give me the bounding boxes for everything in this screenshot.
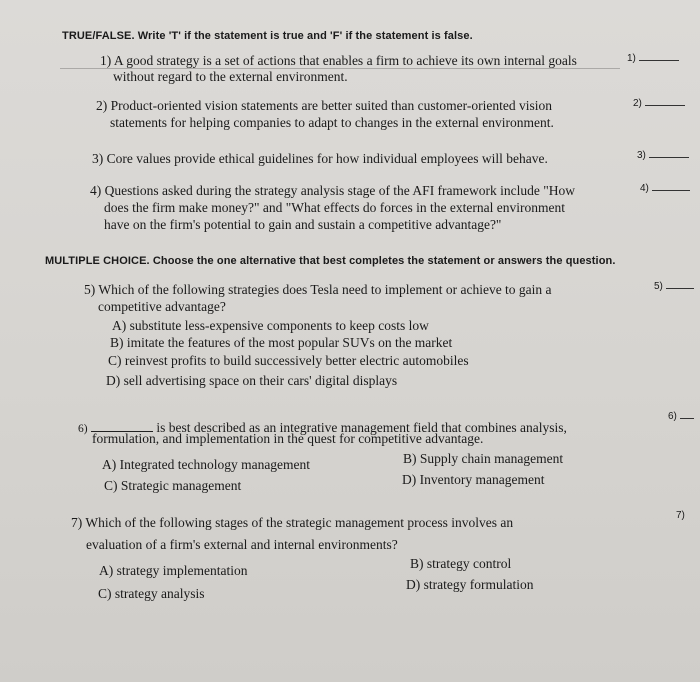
answer-slot-3[interactable] [637, 148, 689, 161]
q5-option-b[interactable]: B) imitate the features of the most popular SUVs on the market [110, 335, 453, 350]
tf-question-2-line2: statements for helping companies to adapt to changes in the external environment. [110, 115, 554, 130]
mc-question-5-line2: competitive advantage? [98, 299, 226, 314]
q7-option-d[interactable]: D) strategy formulation [406, 577, 534, 592]
answer-label-3: 3) [637, 150, 646, 161]
tf-question-1-line2: without regard to the external environment. [113, 69, 348, 84]
answer-label-2: 2) [633, 98, 642, 109]
answer-slot-5[interactable] [654, 279, 694, 292]
mc-question-5-line1: 5) Which of the following strategies does Tesla need to implement or achieve to gain a [84, 282, 552, 297]
answer-slot-1[interactable] [627, 51, 679, 64]
tf-header: TRUE/FALSE. Write 'T' if the statement is true and 'F' if the statement is false. [62, 30, 473, 42]
q6-option-d[interactable]: D) Inventory management [402, 472, 545, 487]
tf-question-4-line1: 4) Questions asked during the strategy analysis stage of the AFI framework include "How [90, 183, 576, 198]
q6-option-b[interactable]: B) Supply chain management [403, 451, 564, 466]
q5-option-a[interactable]: A) substitute less-expensive components to keep costs low [112, 318, 429, 333]
mc-question-7-line2: evaluation of a firm's external and internal environments? [86, 537, 398, 552]
mc-header: MULTIPLE CHOICE. Choose the one alternative that best completes the statement or answers the question. [45, 255, 616, 267]
answer-slot-4[interactable] [640, 181, 690, 194]
answer-label-5: 5) [654, 281, 663, 292]
q6-text: is best described as an integrative management field that combines analysis, [156, 420, 567, 435]
mc-question-6-line2: formulation, and implementation in the quest for competitive advantage. [92, 431, 484, 446]
tf-question-1-line1: 1) A good strategy is a set of actions that enables a firm to achieve its own internal goals [100, 53, 577, 68]
q7-option-c[interactable]: C) strategy analysis [98, 586, 205, 601]
answer-slot-2[interactable] [633, 96, 685, 109]
answer-slot-6[interactable] [668, 409, 694, 422]
tf-question-2-line1: 2) Product-oriented vision statements are better suited than customer-oriented vision [96, 98, 552, 113]
tf-question-4-line3: have on the firm's potential to gain and sustain a competitive advantage?" [104, 217, 502, 232]
q6-option-a[interactable]: A) Integrated technology management [102, 457, 311, 472]
q6-option-c[interactable]: C) Strategic management [104, 478, 242, 493]
q6-number: 6) [78, 423, 88, 435]
tf-question-3: 3) Core values provide ethical guidelines for how individual employees will behave. [92, 151, 548, 166]
q7-option-b[interactable]: B) strategy control [410, 556, 512, 571]
tf-question-4-line2: does the firm make money?" and "What effects do forces in the external environment [104, 200, 565, 215]
q5-option-c[interactable]: C) reinvest profits to build successively better electric automobiles [108, 353, 469, 368]
answer-slot-7[interactable] [676, 510, 685, 521]
mc-question-7-line1: 7) Which of the following stages of the strategic management process involves an [71, 515, 514, 530]
answer-label-4: 4) [640, 183, 649, 194]
answer-label-7: 7) [676, 510, 685, 521]
q7-option-a[interactable]: A) strategy implementation [99, 563, 248, 578]
answer-label-1: 1) [627, 53, 636, 64]
q5-option-d[interactable]: D) sell advertising space on their cars' digital displays [106, 373, 398, 388]
answer-label-6: 6) [668, 411, 677, 422]
